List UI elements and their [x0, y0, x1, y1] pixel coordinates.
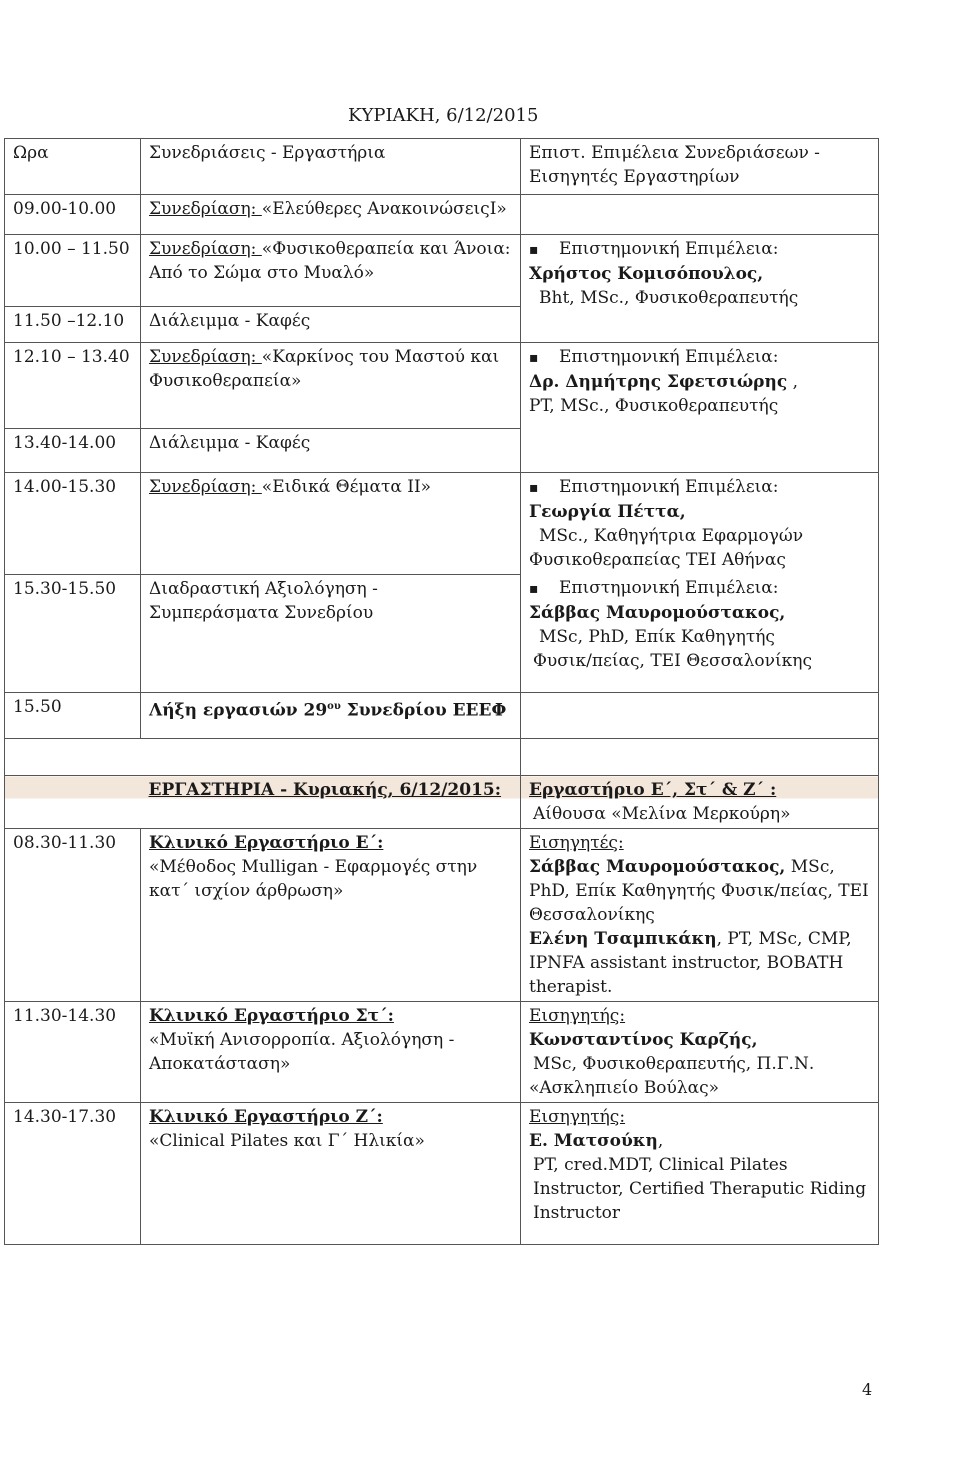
- page-title: ΚΥΡΙΑΚΗ, 6/12/2015: [348, 105, 539, 126]
- curator-details: Φυσικοθεραπείας ΤΕΙ Αθήνας: [529, 550, 786, 570]
- table-header-row: [5, 139, 879, 195]
- row-time: 11.50 –12.10: [5, 307, 141, 343]
- table-row: [5, 1002, 879, 1103]
- page-number: 4: [862, 1380, 873, 1399]
- row-time: 15.30-15.50: [5, 574, 141, 692]
- table-row: [5, 692, 879, 738]
- workshops-table: [4, 775, 879, 1245]
- header-time: Ωρα: [5, 139, 141, 195]
- workshop-title: Κλινικό Εργαστήριο Στ΄:: [149, 1006, 394, 1026]
- table-row: [5, 1103, 879, 1245]
- table-row: [5, 235, 879, 307]
- workshop-title: Κλινικό Εργαστήριο Ζ΄:: [149, 1107, 383, 1127]
- row-curation: ▪ Επιστημονική Επιμέλεια: Δρ. Δημήτρης Σφετσιώρης , PT, MSc., Φυσικοθεραπευτής: [521, 343, 879, 473]
- row-time: 15.50: [5, 692, 141, 738]
- row-workshop: [141, 1002, 521, 1103]
- session-text: «Καρκίνος του Μαστού και Φυσικοθεραπεία»: [149, 347, 500, 391]
- curation-title: ▪ Επιστημονική Επιμέλεια:: [529, 475, 870, 500]
- row-session: [141, 343, 521, 429]
- curation-title: ▪ Επιστημονική Επιμέλεια:: [529, 576, 870, 601]
- workshop-desc: «Clinical Pilates και Γ΄ Ηλικία»: [149, 1131, 425, 1151]
- curation-title: ▪ Επιστημονική Επιμέλεια:: [529, 345, 870, 370]
- speaker-details: PT, cred.MDT, Clinical Pilates Instructor, Certified Theraputic Riding Instructor: [533, 1155, 867, 1223]
- table-row: [5, 574, 879, 692]
- session-text: «Ειδικά Θέματα ΙΙ»: [261, 477, 432, 497]
- row-time: 08.30-11.30: [5, 829, 141, 1002]
- table-row: [5, 738, 879, 776]
- curator-name: Γεωργία Πέττα,: [529, 502, 686, 522]
- session-label: Συνεδρίαση:: [149, 239, 262, 259]
- curator-details: Φυσικ/πείας, ΤΕΙ Θεσσαλονίκης: [533, 651, 812, 671]
- row-curation: [521, 473, 879, 575]
- row-session: [141, 235, 521, 307]
- speaker-details: «Ασκληπιείο Βούλας»: [529, 1078, 720, 1098]
- row-curation: [521, 574, 879, 692]
- curator-name: Δρ. Δημήτρης Σφετσιώρης: [529, 372, 788, 392]
- workshops-room: Εργαστήριο Ε΄, Στ΄ & Ζ΄ : Αίθουσα «Μελίνα Μερκούρη»: [521, 776, 879, 829]
- row-time: 10.00 – 11.50: [5, 235, 141, 307]
- curation-title: ▪ Επιστημονική Επιμέλεια:: [529, 237, 870, 262]
- workshop-title: Κλινικό Εργαστήριο Ε΄:: [149, 833, 384, 853]
- workshop-desc: «Μέθοδος Mulligan - Εφαρμογές στην κατ΄ ισχίον άρθρωση»: [149, 857, 478, 901]
- table-row: [5, 473, 879, 575]
- row-session: Διαδραστική Αξιολόγηση - Συμπεράσματα Συνεδρίου: [141, 574, 521, 692]
- speaker-name: Κωνσταντίνος Καρζής,: [529, 1030, 758, 1050]
- speaker-details: MSc, PhD, Επίκ Καθηγητής Φυσικ/πείας, ΤΕΙ Θεσσαλονίκης: [529, 857, 869, 925]
- curator-details: PT, MSc., Φυσικοθεραπευτής: [529, 396, 779, 416]
- row-session: [141, 473, 521, 575]
- row-time: 14.00-15.30: [5, 473, 141, 575]
- table-row: [5, 195, 879, 235]
- row-speakers: Εισηγητής: Ε. Ματσούκη, PT, cred.MDT, Clinical Pilates Instructor, Certified Theraputic Riding Instructor: [521, 1103, 879, 1245]
- speaker-name: Ελένη Τσαμπικάκη: [529, 929, 717, 949]
- row-time: 12.10 – 13.40: [5, 343, 141, 429]
- curator-details: Bht, MSc., Φυσικοθεραπευτής: [539, 288, 799, 308]
- session-label: Συνεδρίαση:: [149, 199, 262, 219]
- speaker-details: , PT, MSc, CMP, IPNFA assistant instructor, BOBATH therapist.: [529, 929, 852, 997]
- session-text: «Ελεύθερες ΑνακοινώσειςI»: [261, 199, 507, 219]
- row-workshop: [141, 1103, 521, 1245]
- curator-name: Χρήστος Κομισόπουλος,: [529, 264, 764, 284]
- row-curation: [521, 235, 879, 343]
- row-speakers: [521, 1002, 879, 1103]
- session-label: Συνεδρίαση:: [149, 347, 262, 367]
- row-time: 14.30-17.30: [5, 1103, 141, 1245]
- row-session: Λήξη εργασιών $29^{o\upsilon}$ Συνεδρίου ΕΕΕΦ: [141, 692, 521, 738]
- workshops-header-row: [5, 776, 879, 829]
- session-label: Συνεδρίαση:: [149, 477, 262, 497]
- speaker-name: Ε. Ματσούκη: [529, 1131, 658, 1151]
- row-speakers: [521, 829, 879, 1002]
- speaker-label: Εισηγητές:: [529, 833, 624, 853]
- schedule-table: [4, 138, 879, 777]
- header-curation: Επιστ. Επιμέλεια Συνεδριάσεων - Εισηγητές Εργαστηρίων: [521, 139, 879, 195]
- curator-details: MSc, PhD, Επίκ Καθηγητής: [539, 627, 775, 647]
- speaker-name: Σάββας Μαυρομούστακος,: [529, 857, 786, 877]
- table-row: [5, 343, 879, 429]
- header-session: Συνεδριάσεις - Εργαστήρια: [141, 139, 521, 195]
- workshops-title: ΕΡΓΑΣΤΗΡΙΑ - Κυριακής, 6/12/2015:: [141, 776, 521, 829]
- speaker-label: Εισηγητής:: [529, 1107, 626, 1127]
- speaker-details: MSc, Φυσικοθεραπευτής, Π.Γ.Ν.: [533, 1054, 815, 1074]
- row-session: Διάλειμμα - Καφές: [141, 307, 521, 343]
- workshop-desc: «Μυϊκή Ανισορροπία. Αξιολόγηση - Αποκατάσταση»: [149, 1030, 455, 1074]
- row-time: 11.30-14.30: [5, 1002, 141, 1103]
- session-text: «Φυσικοθεραπεία και Άνοια: Από το Σώμα στο Μυαλό»: [149, 239, 511, 283]
- row-workshop: [141, 829, 521, 1002]
- row-session: [141, 195, 521, 235]
- row-session: Διάλειμμα - Καφές: [141, 429, 521, 473]
- table-row: [5, 829, 879, 1002]
- speaker-label: Εισηγητής:: [529, 1006, 626, 1026]
- curator-details: MSc., Καθηγήτρια Εφαρμογών: [539, 526, 804, 546]
- row-time: 09.00-10.00: [5, 195, 141, 235]
- curator-name: Σάββας Μαυρομούστακος,: [529, 603, 786, 623]
- row-time: 13.40-14.00: [5, 429, 141, 473]
